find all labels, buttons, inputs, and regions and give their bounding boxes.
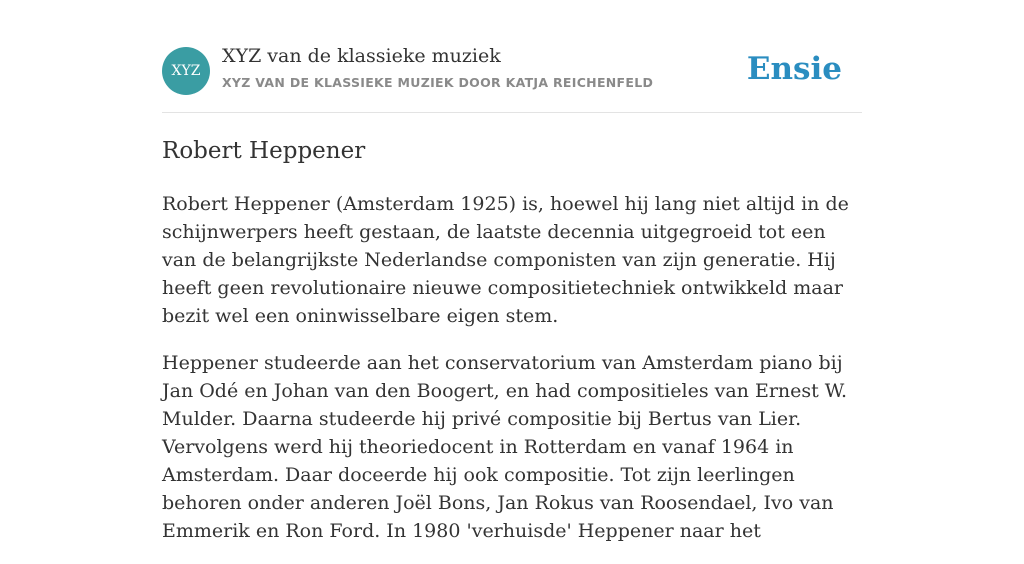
main-container: [162, 0, 862, 542]
article-title: Robert Heppener: [162, 138, 366, 164]
site-header: [162, 0, 862, 113]
ensie-logo[interactable]: Ensie: [746, 51, 842, 87]
article-paragraph: Robert Heppener (Amsterdam 1925) is, hoewel hij lang niet altijd in de schijnwerpers heeft gestaan, de laatste decennia uitgegroeid tot een van de belangrijkste Nederlandse componisten van zijn generatie. Hij heeft geen revolutionaire nieuwe compositietechniek ontwikkeld maar bezit wel een oninwisselbare eigen stem.: [162, 193, 849, 327]
article-body: [162, 190, 862, 564]
site-subtitle: XYZ VAN DE KLASSIEKE MUZIEK DOOR KATJA REICHENFELD: [222, 75, 654, 90]
site-title-link[interactable]: XYZ van de klassieke muziek: [222, 45, 501, 67]
site-avatar[interactable]: XYZ: [162, 47, 210, 95]
article-paragraph: Heppener studeerde aan het conservatorium van Amsterdam piano bij Jan Odé en Johan van den Boogert, en had compositieles van Ernest W. Mulder. Daarna studeerde hij privé compositie bij Bertus van Lier. Vervolgens werd hij theoriedocent in Rotterdam en vanaf 1964 in Amsterdam. Daar doceerde hij ook compositie. Tot zijn leerlingen behoren onder anderen Joël Bons, Jan Rokus van Roosendael, Ivo van Emmerik en Ron Ford. In 1980 'verhuisde' Heppener naar het: [162, 352, 848, 542]
